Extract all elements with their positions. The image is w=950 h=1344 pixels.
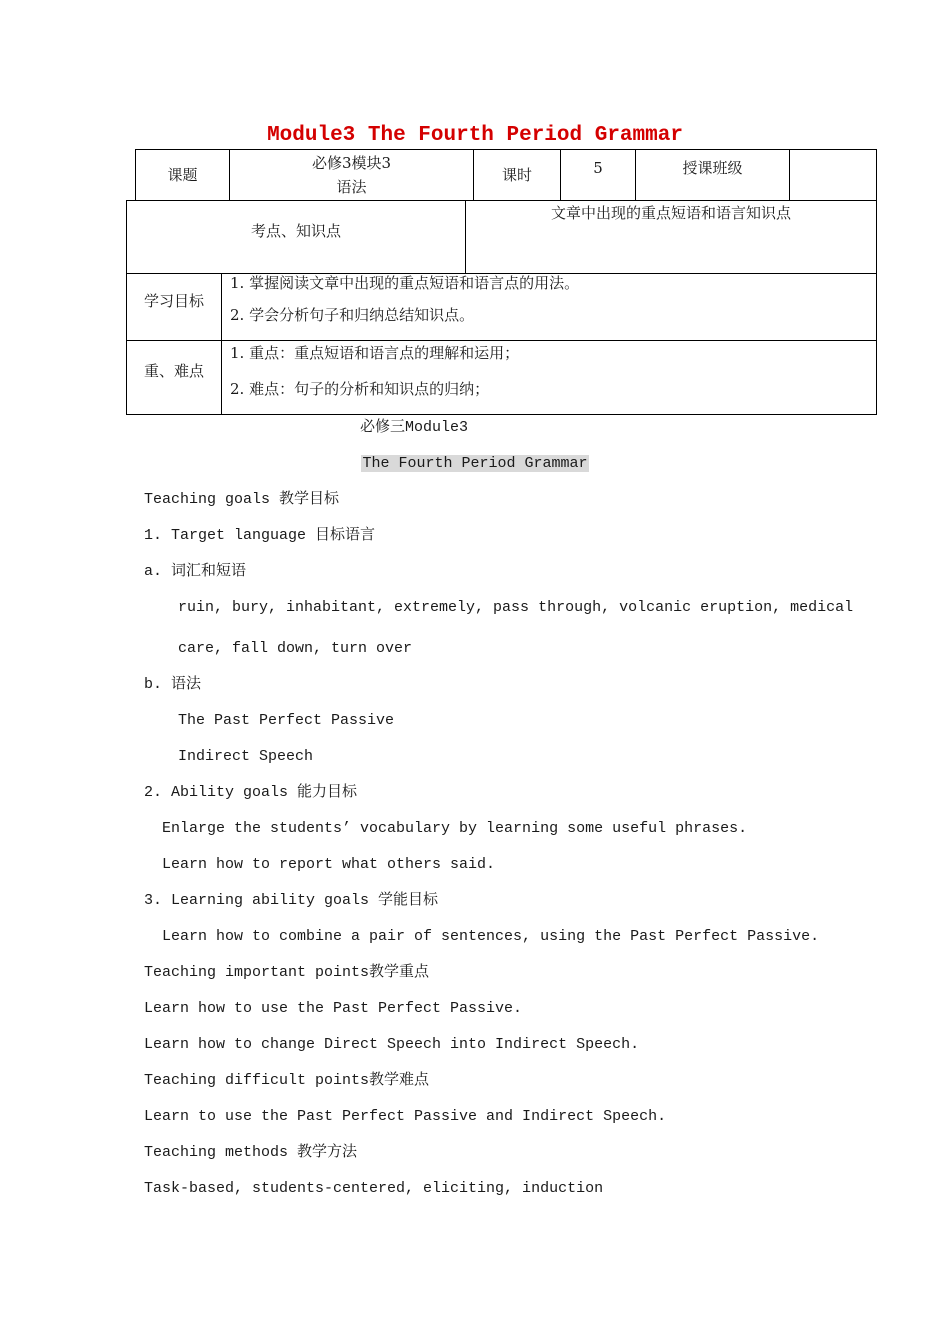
body-line: care, fall down, turn over — [142, 640, 413, 657]
body-line: Learn how to combine a pair of sentences, using the Past Perfect Passive. — [144, 928, 820, 945]
subtitle-period-wrap — [0, 454, 950, 474]
body-line: 1. Target language 目标语言 — [144, 527, 376, 544]
body-line: Task-based, students-centered, eliciting, induction — [144, 1180, 604, 1197]
subject-value-line2: 语法 — [336, 178, 367, 196]
period-value: 5 — [593, 159, 603, 177]
body-line: Learn how to use the Past Perfect Passive. — [144, 1000, 523, 1017]
subject-label: 课题 — [167, 166, 198, 184]
body-line: Enlarge the students’ vocabulary by learning some useful phrases. — [144, 820, 748, 837]
body-line: 3. Learning ability goals 学能目标 — [144, 892, 439, 909]
body-line: Teaching difficult points教学难点 — [144, 1072, 430, 1089]
difficulty-label: 重、难点 — [143, 362, 204, 380]
subtitle-period: The Fourth Period Grammar — [362, 455, 588, 472]
class-label: 授课班级 — [682, 159, 743, 177]
goal-item: 2. 学会分析句子和归纳总结知识点。 — [230, 306, 475, 324]
body-line: Learn how to report what others said. — [144, 856, 496, 873]
body-line: Indirect Speech — [142, 748, 314, 765]
goal-item: 1. 掌握阅读文章中出现的重点短语和语言点的用法。 — [230, 274, 580, 292]
key-points-label: 考点、知识点 — [250, 222, 341, 240]
difficulty-item: 1. 重点：重点短语和语言点的理解和运用； — [230, 344, 520, 362]
document-title: Module3 The Fourth Period Grammar — [267, 124, 683, 147]
subtitle-module: 必修三Module3 — [360, 419, 469, 436]
difficulty-item: 2. 难点：句子的分析和知识点的归纳； — [230, 380, 490, 398]
body-line: Teaching methods 教学方法 — [144, 1144, 358, 1161]
body-line: Teaching important points教学重点 — [144, 964, 430, 981]
body-line: Learn how to change Direct Speech into Indirect Speech. — [144, 1036, 640, 1053]
body-line: The Past Perfect Passive — [142, 712, 395, 729]
body-line: Learn to use the Past Perfect Passive and Indirect Speech. — [144, 1108, 667, 1125]
subject-value-line1: 必修3模块3 — [311, 154, 392, 172]
body-line: 2. Ability goals 能力目标 — [144, 784, 358, 801]
body-line: ruin, bury, inhabitant, extremely, pass through, volcanic eruption, medical — [142, 599, 854, 616]
body-line: a. 词汇和短语 — [144, 563, 247, 580]
goals-label: 学习目标 — [143, 292, 204, 310]
body-line: Teaching goals 教学目标 — [144, 491, 340, 508]
period-label: 课时 — [501, 166, 532, 184]
body-line: b. 语法 — [144, 676, 202, 693]
key-points-value: 文章中出现的重点短语和语言知识点 — [550, 204, 791, 222]
